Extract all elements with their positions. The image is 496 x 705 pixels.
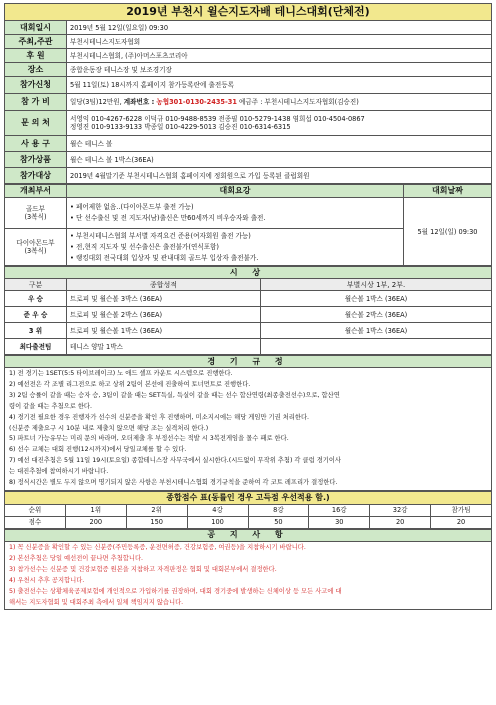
division-table <box>4 184 492 266</box>
score-value: 50 <box>248 516 309 528</box>
notice-item: 5) 출전선수는 상황체육공제보험에 개인적으로 가입하기를 권장하며, 대회 경기중에 발생하는 신체이상 등 모든 사고에 대 <box>9 587 342 595</box>
award-overall: 트로피 및 윌슨볼 3박스 (36EA) <box>67 291 261 307</box>
score-header: 참가팀 <box>431 504 492 516</box>
score-value: 150 <box>126 516 187 528</box>
score-header: 순위 <box>5 504 66 516</box>
score-header: 8강 <box>248 504 309 516</box>
rule-line: • 단 선수출신 및 전 지도자(남)출신은 만60세까지 비우승자와 출전. <box>70 214 266 222</box>
division-header-date: 대회날짜 <box>404 185 492 198</box>
info-label-sponsor: 후 원 <box>5 49 67 63</box>
score-value: 20 <box>431 516 492 528</box>
score-value: 200 <box>65 516 126 528</box>
score-title: 종합점수 표(동률인 경우 고득점 우선적용 함.) <box>5 491 492 504</box>
division-name: 다이아몬드부 <box>16 239 55 247</box>
notice-item: 3) 참가선수는 신분증 및 건강보험증 원본을 지참하고 자격판정은 협회 및 대회본부에서 결정한다. <box>9 565 277 573</box>
target-label: 참가대상 <box>5 168 67 184</box>
info-label-date: 대회일시 <box>5 21 67 35</box>
awards-section-title: 시 상 <box>5 267 492 279</box>
tournament-notice <box>4 3 492 610</box>
score-value: 100 <box>187 516 248 528</box>
score-header: 2위 <box>126 504 187 516</box>
notice-item: 4) 우천시 추후 공지합니다. <box>9 576 85 584</box>
score-value: 점수 <box>5 516 66 528</box>
account-holder: 예금주 : 부천시테니스지도자협회(김승진) <box>239 98 359 106</box>
division-count: (3복식) <box>24 213 47 221</box>
award-overall: 트로피 및 윌슨볼 1박스 (36EA) <box>67 323 261 339</box>
notice-table <box>4 529 492 610</box>
info-value-date: 2019년 5월 12일(일요일) 09:30 <box>67 21 492 35</box>
score-header: 32강 <box>370 504 431 516</box>
division-header-dept: 개최부서 <box>5 185 67 198</box>
contact-label: 문 의 처 <box>5 111 67 136</box>
notice-item: 해서는 지도자협회 및 대회주최 측에서 일체 책임지지 않습니다. <box>9 598 184 606</box>
award-division <box>261 339 492 355</box>
score-header: 16강 <box>309 504 370 516</box>
division-header-rules: 대회요강 <box>67 185 404 198</box>
info-label-host: 주최,주관 <box>5 35 67 49</box>
rule-item: 5) 파트너 가능유무는 미리 문의 바라며, 오더제출 후 부정선수는 적발 시 3복전게임을 몰수 패로 한다. <box>9 435 289 443</box>
award-rank: 우 승 <box>5 291 67 307</box>
account-number: 농협301-0130-2435-31 <box>156 98 237 106</box>
notice-item: 1) 꼭 신분증을 확인할 수 있는 신분증(주민등록증, 운전면허증, 건강보험증, 여권등)을 지참하시기 바랍니다. <box>9 543 306 551</box>
rule-item: 령이 같을 때는 추첨으로 한다. <box>9 402 93 410</box>
score-table <box>4 491 492 529</box>
ball-value: 윌슨 테니스 볼 <box>67 136 492 152</box>
division-count: (3복식) <box>24 247 47 255</box>
award-rank: 최다출전팀 <box>5 339 67 355</box>
award-rank: 3 위 <box>5 323 67 339</box>
rules-section-title: 경 기 규 정 <box>5 356 492 368</box>
notice-body <box>5 541 492 609</box>
ball-label: 사 용 구 <box>5 136 67 152</box>
division-gold <box>5 198 67 229</box>
rule-item: 3) 2팀 승률이 같을 때는 승자 승, 3팀이 같을 때는 SET득실, 득실이 같을 때는 선수 합산연령(최종출전선수)으로, 합산연 <box>9 391 340 399</box>
award-division: 윌슨볼 1박스 (36EA) <box>261 291 492 307</box>
rule-item: 는 대진추첨에 참여하시기 바랍니다. <box>9 468 109 476</box>
contact-line: 정영진 010-9133-9133 박종일 010-4229-5013 김승진 010-6314-6315 <box>70 123 291 131</box>
contact-value <box>67 111 492 136</box>
division-name: 골드부 <box>25 205 46 213</box>
awards-header-category: 구분 <box>5 279 67 291</box>
awards-table <box>4 266 492 355</box>
fee-prefix: 일당(3팀)12만원, <box>70 98 122 106</box>
award-rank: 준 우 승 <box>5 307 67 323</box>
info-value-host: 부천시테니스지도자협회 <box>67 35 492 49</box>
rule-item: 7) 예선 대진추첨은 5월 11일 19시(토요일) 종합테니스장 사무국에서 실시한다.(시드없이 무작위 추첨) 각 클럽 경기이사 <box>9 457 341 465</box>
rule-item: (신분증 제출요구 시 10분 내로 제출치 않으면 해당 조는 실격처리 한다.) <box>9 424 209 432</box>
notice-item: 2) 본선추첨은 당일 예선전이 끝나면 추첨합니다. <box>9 554 144 562</box>
award-overall: 트로피 및 윌슨볼 2박스 (36EA) <box>67 307 261 323</box>
rule-line: • 전,현직 지도자 및 선수출신은 출전불가(연식포함) <box>70 242 220 251</box>
award-overall: 테니스 양말 1박스 <box>67 339 261 355</box>
division-date: 5월 12일(일) 09:30 <box>404 198 492 266</box>
info-value-venue: 종합운동장 테니스장 및 보조경기장 <box>67 63 492 77</box>
division-diamond-rules <box>67 229 404 266</box>
contact-line: 서영익 010-4267-6228 이덕규 010-9488-8539 전종필 010-5279-1438 염희섭 010-4504-0867 <box>70 115 365 123</box>
rules-body <box>5 368 492 491</box>
rule-item: 6) 선수 교체는 대회 진행(12시까지)에서 당일교체를 할 수 있다. <box>9 446 187 454</box>
division-diamond <box>5 229 67 266</box>
rule-item: 1) 전 경기는 1SET(5:5 타이브레이크) 노 애드 셀프 카운트 시스템으로 진행한다. <box>9 370 233 377</box>
score-header: 4강 <box>187 504 248 516</box>
awards-header-division: 부별시상 1부, 2부. <box>261 279 492 291</box>
division-gold-rules <box>67 198 404 229</box>
awards-header-overall: 종합성적 <box>67 279 261 291</box>
score-value: 30 <box>309 516 370 528</box>
award-division: 윌슨볼 1박스 (36EA) <box>261 323 492 339</box>
info-value-registration: 5월 11일(토) 18시까지 홈페이지 참가등록란에 출전등록 <box>67 77 492 94</box>
award-division: 윌슨볼 2박스 (36EA) <box>261 307 492 323</box>
page-title: 2019년 부천시 윌슨지도자배 테니스대회(단체전) <box>5 4 492 21</box>
info-label-registration: 참가신청 <box>5 77 67 94</box>
fee-value <box>67 94 492 111</box>
prize-value: 윌슨 테니스 볼 1박스(36EA) <box>67 152 492 168</box>
rule-item: 8) 정식시간은 별도 두지 않으며 명기되지 않은 사항은 부천시테니스협회 경기규칙을 준하여 각 코트 레프리가 결정한다. <box>9 479 338 487</box>
notice-section-title: 공 지 사 항 <box>5 529 492 541</box>
account-label: 계좌번호 : <box>123 98 155 106</box>
rule-line: • 부천시테니스협회 부서별 자격요건 준용(여자회원 출전 가능) <box>70 231 251 240</box>
rule-item: 4) 경기전 필요한 경우 진행자가 선수의 신분증을 확인 후 진행하며, 미소지시에는 해당 게임만 기권 처리한다. <box>9 413 310 421</box>
info-value-sponsor: 부천시테니스협회, (주)아머스포츠코리아 <box>67 49 492 63</box>
score-header: 1위 <box>65 504 126 516</box>
rule-line: • 랭킹대회 전국대회 입상자 및 관내대회 골드부 입상자 출전불가. <box>70 253 259 262</box>
rule-item: 2) 예선전은 각 조별 리그전으로 하고 상위 2팀이 본선에 진출하여 토너먼트로 진행한다. <box>9 380 251 388</box>
info-table <box>4 3 492 184</box>
info-label-venue: 장소 <box>5 63 67 77</box>
target-value: 2019년 4월말기준 부천시테니스협회 홈페이지에 정회원으로 가입 등록된 클럽회원 <box>67 168 492 184</box>
rule-line: • 페어제한 없음..(다이아몬드부 출전 가능) <box>70 203 194 211</box>
prize-label: 참가상품 <box>5 152 67 168</box>
rules-table <box>4 355 492 491</box>
score-value: 20 <box>370 516 431 528</box>
fee-label: 참 가 비 <box>5 94 67 111</box>
